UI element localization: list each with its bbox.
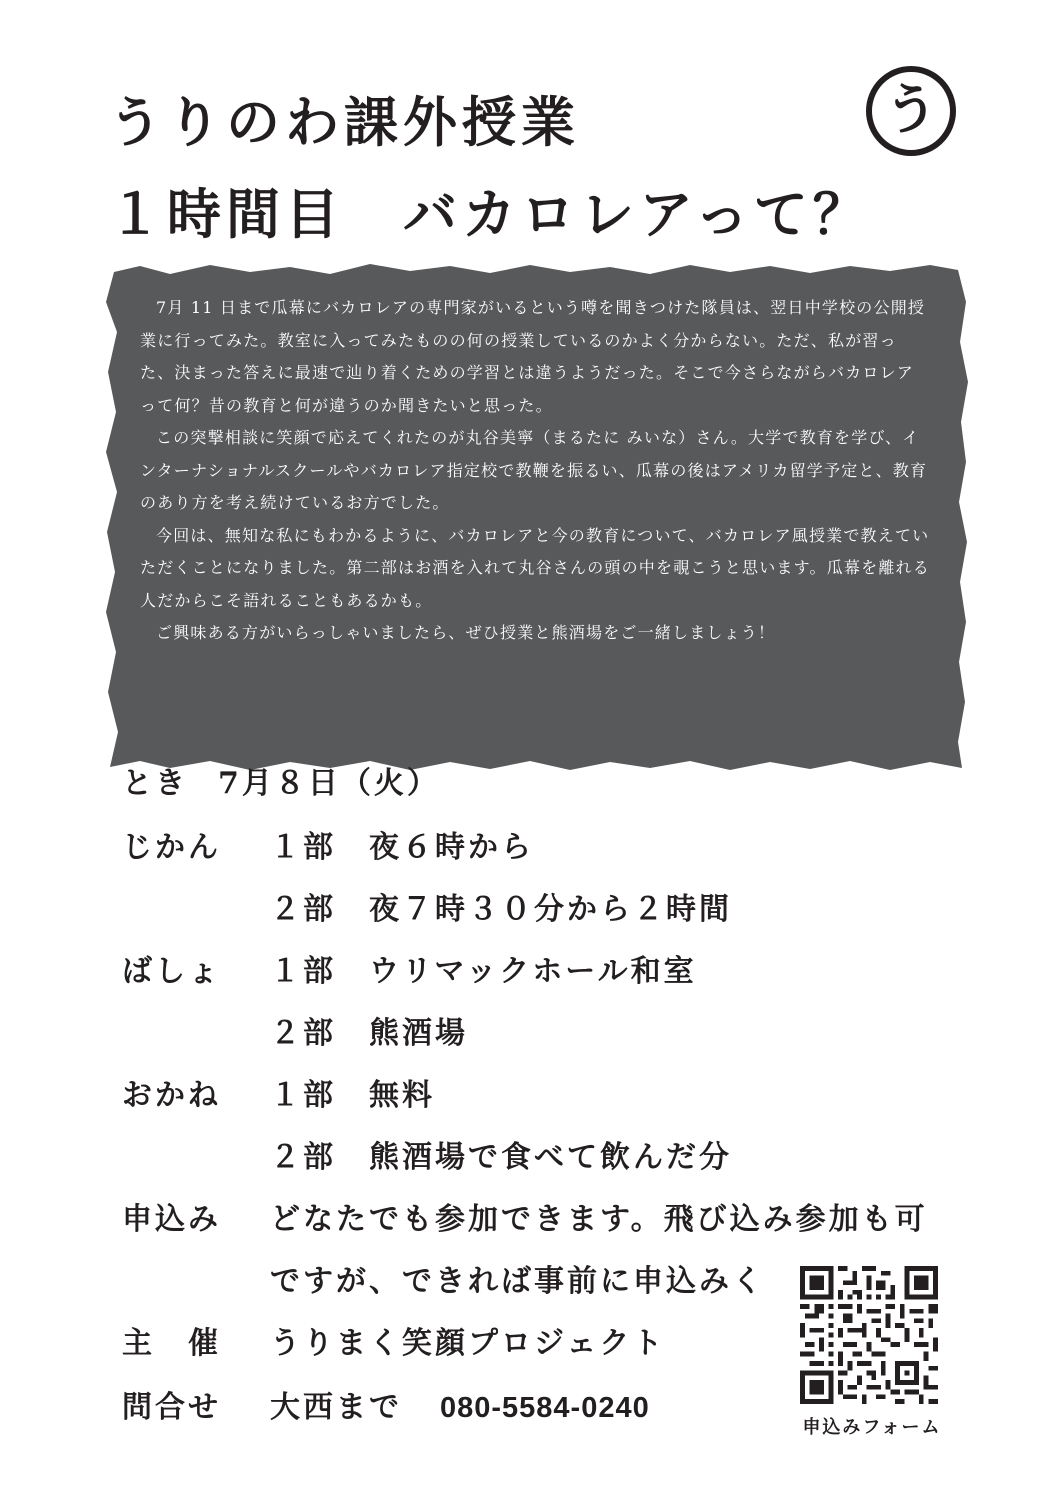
contact-phone[interactable]: 080-5584-0240 bbox=[440, 1392, 650, 1424]
title-line-1: うりのわ課外授業 bbox=[108, 90, 580, 154]
contact-label: 問合せ bbox=[122, 1390, 221, 1425]
contact-name: 大西まで bbox=[270, 1390, 402, 1425]
intro-text bbox=[140, 292, 930, 650]
place-part-1: １部 ウリマックホール和室 bbox=[270, 954, 697, 989]
qr-caption: 申込みフォーム bbox=[802, 1417, 942, 1438]
date-label: とき bbox=[122, 766, 188, 801]
host-label: 主 催 bbox=[122, 1326, 221, 1361]
time-part-1: １部 夜６時から bbox=[270, 830, 534, 865]
cost-part-2: ２部 熊酒場で食べて飲んだ分 bbox=[270, 1140, 732, 1175]
uri-logo-icon bbox=[866, 66, 956, 156]
intro-paragraph: 7月 11 日まで瓜幕にバカロレアの専門家がいるという噂を聞きつけた隊員は、翌日中学校の公開授業に行ってみた。教室に入ってみたものの何の授業しているのかよく分からない。ただ、私が習った、決まった答えに最速で辿り着くための学習とは違うようだった。そこで今さらながらバカロレアって何？昔の教育と何が違うのか聞きたいと思った。 bbox=[140, 298, 926, 415]
place-label: ばしょ bbox=[122, 954, 221, 989]
logo-character: う bbox=[884, 77, 938, 141]
host-value: うりまく笑顔プロジェクト bbox=[270, 1326, 666, 1361]
apply-label: 申込み bbox=[122, 1202, 221, 1237]
intro-paragraph: 今回は、無知な私にもわかるように、バカロレアと今の教育について、バカロレア風授業で教えていただくことになりました。第二部はお酒を入れて丸谷さんの頭の中を覗こうと思います。瓜幕を離れる人だからこそ語れることもあるかも。 bbox=[140, 525, 930, 610]
cost-label: おかね bbox=[122, 1078, 221, 1113]
time-label: じかん bbox=[122, 830, 221, 865]
cost-part-1: １部 無料 bbox=[270, 1078, 435, 1113]
apply-text-1: どなたでも参加できます。飛び込み参加も可 bbox=[270, 1202, 928, 1237]
place-part-2: ２部 熊酒場 bbox=[270, 1016, 468, 1051]
date-value: 7月８日（火） bbox=[218, 766, 440, 801]
intro-panel bbox=[100, 262, 970, 772]
qr-code-icon[interactable] bbox=[800, 1266, 938, 1404]
time-part-2: ２部 夜７時３０分から２時間 bbox=[270, 892, 732, 927]
apply-text-2: ですが、できれば事前に申込みく bbox=[270, 1264, 765, 1299]
intro-paragraph: ご興味ある方がいらっしゃいましたら、ぜひ授業と熊酒場をご一緒しましょう！ bbox=[156, 623, 776, 642]
intro-paragraph: この突撃相談に笑顔で応えてくれたのが丸谷美寧（まるたに みいな）さん。大学で教育を学び、インターナショナルスクールやバカロレア指定校で教鞭を振るい、瓜幕の後はアメリカ留学予定と、教育のあり方を考え続けているお方でした。 bbox=[140, 428, 928, 512]
title-line-2: １時間目 バカロレアって？ bbox=[108, 182, 872, 246]
